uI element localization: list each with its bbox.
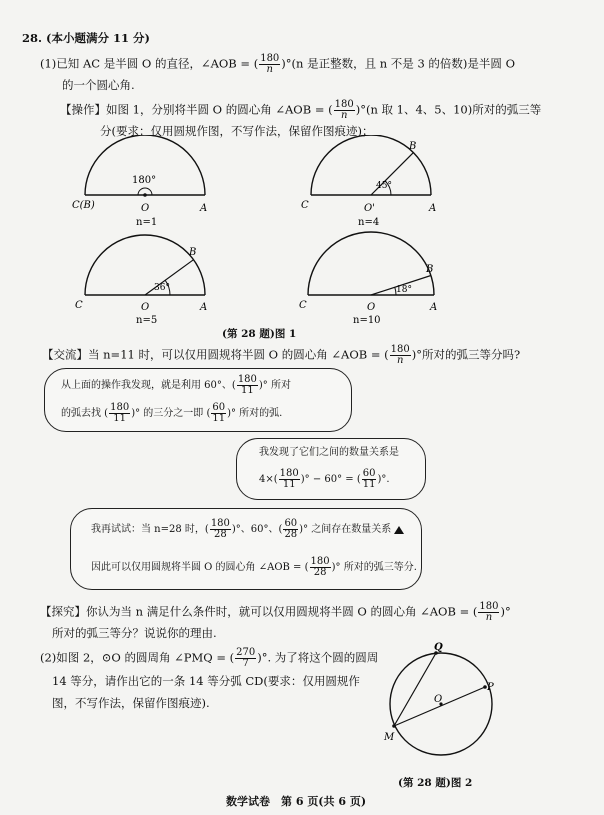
point-label-a: A	[430, 302, 438, 313]
point-label-o: O'	[364, 203, 375, 214]
part1-statement-line2: 的一个圆心角.	[62, 78, 135, 92]
figure-caption: n=4	[358, 217, 380, 228]
point-label-c: C	[299, 300, 307, 311]
bubble1-line2: 的弧去找 ( $\frac{180}{11}$ )° 的三分之一即 ( $\frac{60}{11}$ )° 所对的弧.	[61, 402, 283, 424]
part1-statement: (1)已知 AC 是半圆 O 的直径，∠AOB = ( $\frac{180}{n}$ )°(n 是正整数，且 n 不是 3 的倍数)是半圆 O	[40, 53, 515, 75]
angle-label: 45°	[376, 181, 392, 191]
angle-label: 18°	[396, 285, 412, 295]
point-label-b: B	[189, 247, 197, 258]
bubble1-line1: 从上面的操作我发现，就是利用 60°、( $\frac{180}{11}$ )° 所对	[61, 374, 291, 396]
problem-header: 28. (本小题满分 11 分)	[22, 31, 150, 45]
operation-statement-line2: 分(要求：仅用圆规作图，不写作法，保留作图痕迹)；	[100, 124, 374, 138]
point-label-q: Q	[434, 642, 443, 653]
chord-mq	[394, 653, 436, 726]
point-label-c: C	[75, 300, 83, 311]
figure-caption: n=10	[353, 315, 381, 325]
figure-n5	[70, 230, 230, 325]
part2-statement: (2)如图 2，⊙O 的圆周角 ∠PMQ = ( $\frac{270}{7}$ )°. 为了将这个圆的圆周	[40, 647, 379, 669]
blank-triangle-icon	[394, 526, 404, 534]
point-label-b: B	[426, 264, 434, 275]
chord-mp	[394, 687, 485, 726]
explore-statement: 【探究】你认为当 n 满足什么条件时，就可以仅用圆规将半圆 O 的圆心角 ∠AOB = ( $\frac{180}{n}$ )°	[40, 601, 511, 623]
figure-circle	[374, 642, 516, 770]
bubble2-line1: 我发现了它们之间的数量关系是	[259, 447, 399, 458]
point-label-p: P	[487, 682, 494, 693]
part2-statement-line2: 14 等分，请作出它的一条 14 等分弧 CD(要求：仅用圆规作	[52, 674, 360, 688]
figure1-caption: (第 28 题)图 1	[222, 328, 297, 340]
point-m	[392, 724, 396, 728]
operation-statement: 【操作】如图 1，分别将半圆 O 的圆心角 ∠AOB = ( $\frac{180}{n}$ )°(n 取 1、4、5、10)所对的弧三等	[60, 99, 542, 121]
bubble3-line2: 因此可以仅用圆规将半圆 O 的圆心角 ∠AOB = ( $\frac{180}{28}$ )° 所对的弧三等分.	[91, 556, 417, 578]
explore-statement-line2: 所对的弧三等分？说说你的理由.	[52, 626, 217, 640]
point-label-o: O	[141, 302, 150, 313]
speech-bubble-2	[236, 438, 426, 500]
angle-label: 180°	[132, 175, 157, 186]
point-label-o: O	[434, 694, 443, 705]
figure-caption: n=1	[136, 217, 158, 228]
point-label-c: C	[301, 200, 309, 211]
speech-bubble-1	[44, 368, 352, 432]
center-point	[143, 193, 147, 197]
part2-statement-line3: 图，不写作法，保留作图痕迹).	[52, 696, 210, 710]
point-label-o: O	[141, 203, 150, 214]
point-label-o: O	[367, 302, 376, 313]
speech-bubble-3	[70, 508, 422, 590]
figure-caption: n=5	[136, 315, 158, 325]
point-label-a: A	[200, 203, 208, 214]
figure2-caption: (第 28 题)图 2	[398, 777, 473, 789]
point-label-m: M	[384, 732, 395, 743]
point-label-b: B	[409, 141, 417, 152]
bubble2-line2: 4×( $\frac{180}{11}$ )° − 60° = ( $\frac{60}{11}$ )°.	[259, 468, 390, 490]
page-footer: 数学试卷 第 6 页(共 6 页)	[226, 795, 367, 808]
angle-label: 36°	[154, 283, 170, 293]
semicircle-arc	[85, 135, 205, 195]
figure-n10	[296, 230, 446, 325]
exchange-statement: 【交流】当 n=11 时，可以仅用圆规将半圆 O 的圆心角 ∠AOB = ( $\frac{180}{n}$ )°所对的弧三等分吗?	[42, 344, 521, 366]
point-label-a: A	[429, 203, 437, 214]
point-label-c: C(B)	[72, 200, 95, 211]
point-label-a: A	[200, 302, 208, 313]
bubble3-line1: 我再试试：当 n=28 时，( $\frac{180}{28}$ )°、60°、( $\frac{60}{28}$ )° 之间存在数量关系	[91, 519, 407, 540]
figure-n1	[70, 135, 230, 230]
figure-n4	[296, 135, 446, 230]
semicircle-arc	[308, 232, 434, 295]
